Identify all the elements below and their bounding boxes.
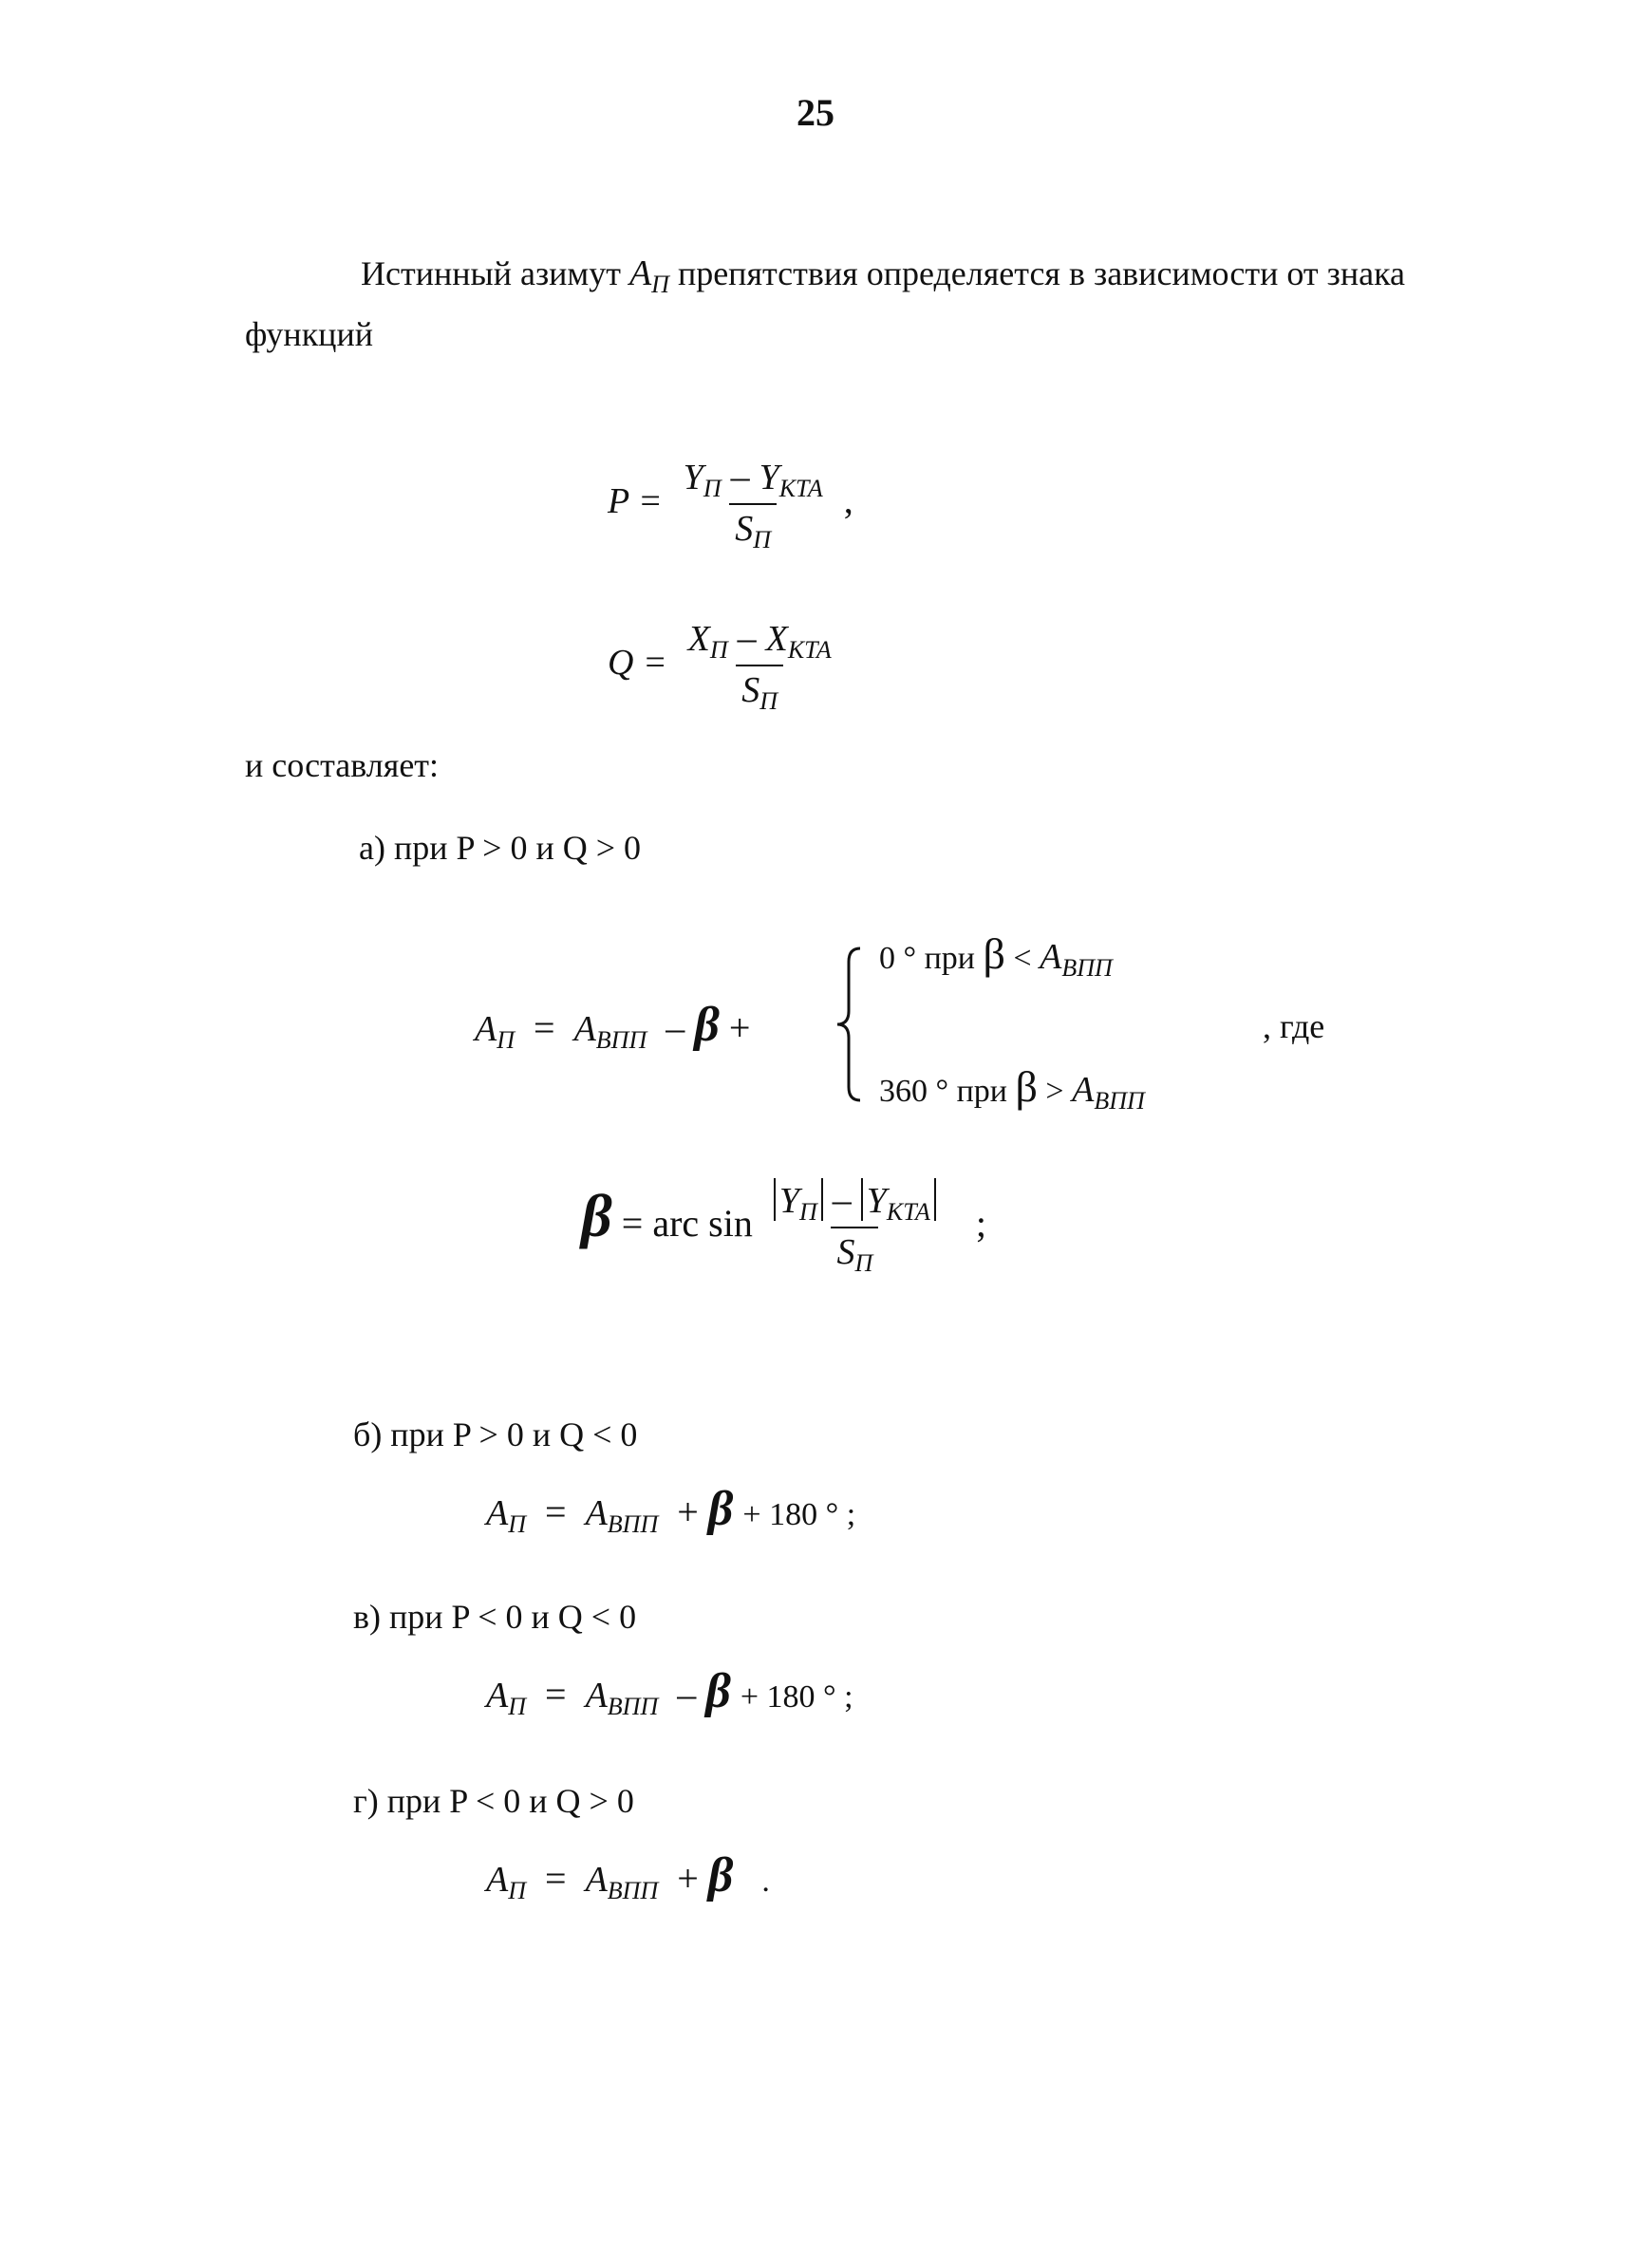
formula-p-num-a: Y: [683, 458, 703, 497]
case-b-eq: =: [545, 1490, 567, 1533]
case-a-branch-2-value: 360 °: [879, 1074, 949, 1109]
formula-p-fraction: [678, 454, 829, 554]
case-g-eq: =: [545, 1857, 567, 1900]
case-b-lhs-a: A: [486, 1493, 509, 1533]
case-g-lhs-a: A: [486, 1860, 509, 1900]
formula-p-denominator: [729, 503, 777, 554]
case-g-label: г) при P < 0 и Q > 0: [353, 1782, 634, 1820]
and-makes-text: и составляет:: [245, 746, 440, 784]
formula-p: [608, 454, 853, 554]
case-b-rhs-sub: ВПП: [607, 1510, 659, 1538]
case-v-tail: + 180 ° ;: [740, 1679, 853, 1715]
case-g-rhs-a: A: [585, 1860, 608, 1900]
case-g-beta: β: [707, 1848, 734, 1902]
case-g-tail: .: [761, 1864, 770, 1899]
case-a-rhs-a: A: [573, 1009, 596, 1049]
beta-formula-den-sub: П: [854, 1249, 873, 1277]
beta-formula-abs-a: [774, 1178, 823, 1226]
case-v-eq: =: [545, 1673, 567, 1715]
beta-formula-num-b-sub: КТА: [886, 1198, 930, 1226]
beta-formula-minus: –: [822, 1178, 861, 1221]
formula-q-den-sub: П: [759, 687, 778, 715]
case-b-op: +: [677, 1490, 699, 1533]
case-a-lhs-a: A: [475, 1009, 497, 1049]
case-v-op: –: [677, 1673, 697, 1715]
beta-formula-num-a-sub: П: [799, 1198, 817, 1226]
formula-p-comma: ,: [843, 478, 853, 522]
intro-paragraph: [245, 249, 1517, 359]
formula-q-lhs: Q =: [608, 643, 667, 684]
case-v-beta: β: [705, 1664, 731, 1718]
case-v-rhs-a: A: [585, 1676, 608, 1715]
formula-q-den: S: [741, 670, 760, 710]
formula-q-minus: –: [727, 616, 766, 659]
case-a-formula: [475, 997, 750, 1055]
case-v-formula: [486, 1663, 853, 1721]
formula-q-num-a: X: [687, 619, 710, 659]
formula-p-den: S: [735, 509, 754, 549]
case-b-formula: [486, 1481, 855, 1539]
case-a-branch-2-when: при: [956, 1074, 1007, 1109]
case-a-branch-1-beta: β: [983, 929, 1005, 978]
beta-formula-eq: = arc sin: [621, 1202, 753, 1246]
azimuth-symbol: A: [628, 253, 652, 293]
case-a-rhs-sub: ВПП: [595, 1026, 647, 1054]
formula-p-num-b-sub: КТА: [778, 475, 823, 502]
case-g-formula: [486, 1847, 770, 1905]
beta-formula-numerator: [768, 1177, 942, 1227]
formula-p-num-b: Y: [759, 458, 779, 497]
beta-formula-abs-b: [861, 1178, 936, 1226]
formula-q-num-b-sub: КТА: [787, 636, 832, 664]
case-a-branch-2-a: A: [1072, 1070, 1095, 1110]
case-b-label: б) при P > 0 и Q < 0: [353, 1415, 638, 1453]
case-a-branch-1-a: A: [1040, 937, 1062, 977]
case-v-lhs-a: A: [486, 1676, 509, 1715]
case-a-branch-2-a-sub: ВПП: [1094, 1087, 1145, 1115]
curly-brace-icon: [832, 945, 864, 1104]
case-a-plus: +: [728, 1006, 751, 1049]
case-a-branch-2: [879, 1061, 1145, 1115]
case-a-branch-1-when: при: [924, 941, 975, 976]
case-a-branch-1-cmp: <: [1013, 941, 1032, 976]
case-b-beta: β: [707, 1482, 734, 1536]
case-a-branch-1-a-sub: ВПП: [1061, 954, 1113, 982]
case-a-minus: –: [666, 1006, 685, 1049]
case-b-tail: + 180 ° ;: [742, 1497, 856, 1532]
beta-formula-num-b: Y: [866, 1181, 887, 1221]
case-v-lhs-sub: П: [508, 1693, 526, 1720]
intro-text-2: препятствия определяется в зависимости от знака функций: [245, 254, 1405, 353]
case-g-lhs-sub: П: [508, 1877, 526, 1904]
case-a-branch-2-beta: β: [1015, 1062, 1038, 1111]
page-number: 25: [797, 91, 834, 134]
formula-q-num-b: X: [765, 619, 788, 659]
case-a-lhs-sub: П: [497, 1026, 515, 1054]
formula-q-denominator: [736, 665, 783, 716]
case-v-label: в) при P < 0 и Q < 0: [353, 1598, 637, 1636]
formula-q-fraction: [683, 615, 837, 716]
beta-formula-semicolon: ;: [975, 1202, 987, 1246]
case-g-op: +: [677, 1857, 699, 1900]
case-a-branch-1-value: 0 °: [879, 941, 917, 976]
formula-p-numerator: [678, 454, 829, 503]
beta-formula-fraction: [768, 1177, 942, 1278]
formula-q-numerator: [683, 615, 837, 665]
formula-p-lhs: P =: [608, 481, 663, 522]
case-a-beta: β: [694, 998, 720, 1052]
formula-p-num-a-sub: П: [703, 475, 722, 502]
formula-q: [608, 615, 843, 716]
beta-formula-denominator: [831, 1227, 878, 1278]
case-a-where: , где: [1263, 1007, 1325, 1045]
beta-formula: [581, 1177, 986, 1278]
beta-formula-beta: β: [581, 1182, 612, 1250]
case-b-rhs-a: A: [585, 1493, 608, 1533]
formula-p-den-sub: П: [753, 526, 772, 553]
intro-text-1: Истинный азимут: [361, 254, 621, 292]
case-a-eq: =: [534, 1006, 555, 1049]
beta-formula-den: S: [836, 1232, 855, 1272]
formula-p-minus: –: [721, 455, 759, 497]
case-b-lhs-sub: П: [508, 1510, 526, 1538]
case-a-branch-1: [879, 928, 1113, 983]
case-a-branch-2-cmp: >: [1045, 1074, 1064, 1109]
case-v-rhs-sub: ВПП: [607, 1693, 659, 1720]
azimuth-subscript: П: [651, 271, 669, 298]
beta-formula-num-a: Y: [778, 1181, 799, 1221]
formula-q-num-a-sub: П: [709, 636, 728, 664]
case-a-label: а) при P > 0 и Q > 0: [359, 829, 642, 867]
case-g-rhs-sub: ВПП: [607, 1877, 659, 1904]
